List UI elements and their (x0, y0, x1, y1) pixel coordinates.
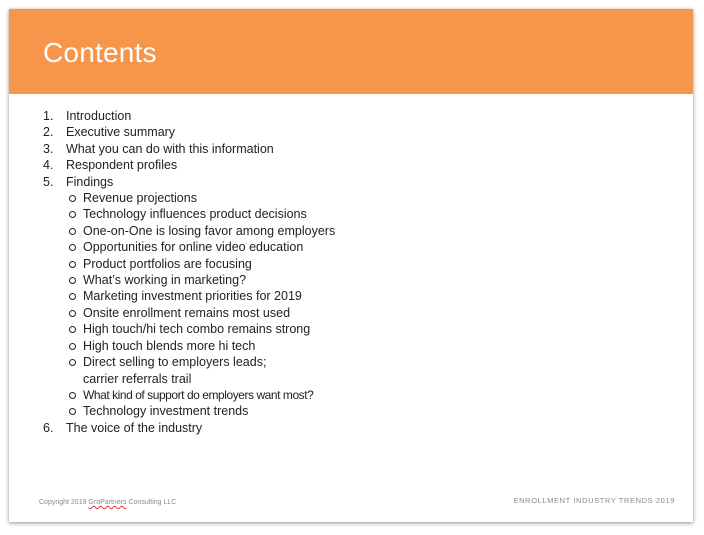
findings-item (66, 403, 335, 419)
circle-bullet-icon (69, 277, 76, 284)
contents-item-executive-summary (43, 124, 335, 140)
circle-bullet-icon (69, 261, 76, 268)
findings-item (66, 354, 335, 387)
contents-item-findings (43, 174, 335, 420)
item-label: What you can do with this information (66, 141, 274, 156)
footer-report-title: ENROLLMENT INDUSTRY TRENDS 2019 (513, 496, 675, 505)
findings-item-label: Revenue projections (83, 191, 197, 206)
circle-bullet-icon (69, 293, 76, 300)
circle-bullet-icon (69, 359, 76, 366)
circle-bullet-icon (69, 195, 76, 202)
findings-item-label: High touch blends more hi tech (83, 338, 256, 353)
findings-item (66, 387, 335, 403)
findings-item (66, 223, 335, 239)
findings-item-label-continued: carrier referrals trail (83, 371, 192, 386)
findings-item (66, 190, 335, 206)
item-label: Findings (66, 174, 114, 189)
findings-item-label: What’s working in marketing? (83, 273, 247, 288)
contents-item-voice-of-industry (43, 420, 335, 436)
findings-item-label: Technology influences product decisions (83, 207, 307, 222)
copyright-notice (39, 498, 176, 507)
item-label: Respondent profiles (66, 158, 178, 173)
item-number: 4. (43, 158, 54, 173)
findings-item (66, 272, 335, 288)
item-number: 1. (43, 109, 54, 123)
circle-bullet-icon (69, 244, 76, 251)
findings-item (66, 239, 335, 255)
slide-title: Contents (43, 37, 157, 68)
findings-sublist (66, 190, 335, 420)
contents-item-introduction (43, 108, 335, 124)
contents-item-respondent-profiles (43, 157, 335, 173)
copyright-prefix: Copyright 2019 (39, 499, 89, 506)
findings-item-label: Onsite enrollment remains most used (83, 305, 291, 320)
findings-item-label: Opportunities for online video education (83, 240, 304, 255)
item-label: Executive summary (66, 125, 176, 140)
slide (9, 9, 693, 522)
findings-item-label: High touch/hi tech combo remains strong (83, 322, 311, 337)
circle-bullet-icon (69, 392, 76, 399)
company-name: GroPartners (88, 499, 127, 506)
circle-bullet-icon (69, 228, 76, 235)
item-label: Introduction (66, 109, 132, 123)
findings-item-label: Product portfolios are focusing (83, 256, 252, 271)
findings-item-label: Marketing investment priorities for 2019 (83, 289, 302, 304)
contents-list (43, 108, 335, 436)
findings-item (66, 256, 335, 272)
item-number: 6. (43, 420, 54, 435)
circle-bullet-icon (69, 408, 76, 415)
findings-item (66, 206, 335, 222)
item-number: 5. (43, 174, 54, 189)
circle-bullet-icon (69, 343, 76, 350)
copyright-suffix: Consulting LLC (126, 499, 177, 506)
circle-bullet-icon (69, 326, 76, 333)
findings-item-label: Direct selling to employers leads; (83, 355, 267, 370)
item-number: 2. (43, 125, 54, 140)
findings-item (66, 338, 335, 354)
findings-item-label: What kind of support do employers want most? (83, 387, 314, 402)
item-number: 3. (43, 141, 54, 156)
contents-item-what-you-can-do (43, 141, 335, 157)
circle-bullet-icon (69, 310, 76, 317)
item-label: The voice of the industry (66, 420, 203, 435)
slide-header (9, 9, 693, 94)
findings-item-label: One-on-One is losing favor among employers (83, 223, 336, 238)
findings-item (66, 288, 335, 304)
circle-bullet-icon (69, 211, 76, 218)
findings-item-label: Technology investment trends (83, 404, 249, 419)
findings-item (66, 305, 335, 321)
findings-item (66, 321, 335, 337)
